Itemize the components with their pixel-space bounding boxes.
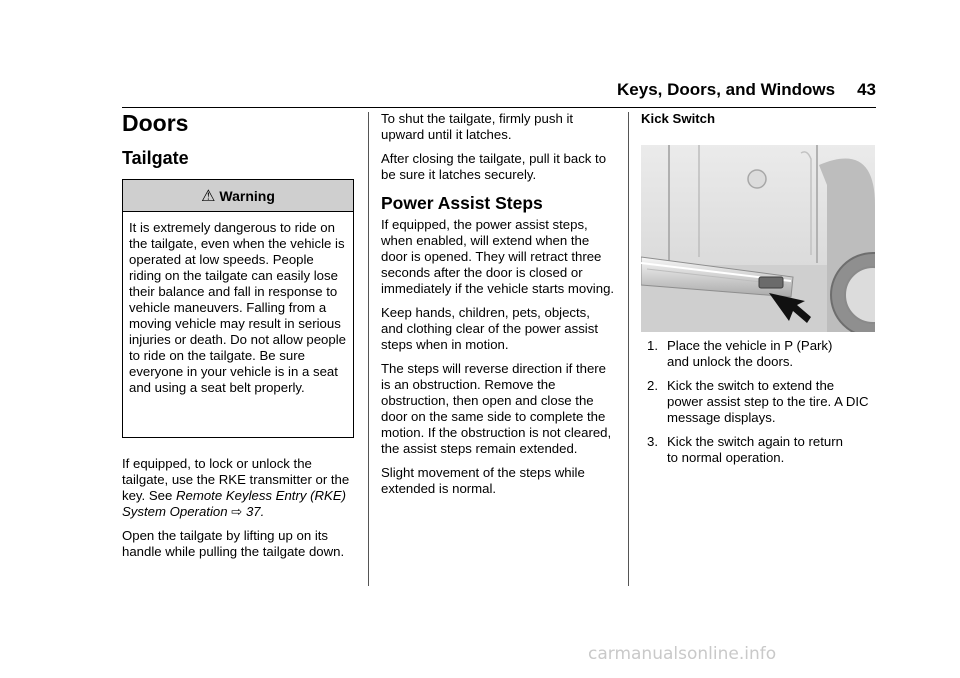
shut-paragraph: To shut the tailgate, firmly push it upward until it latches. bbox=[381, 111, 574, 142]
power-assist-paragraph-4: Slight movement of the steps while extended is normal. bbox=[381, 465, 585, 496]
column-1-text bbox=[122, 456, 356, 568]
step-text-line1: Kick the switch again to return bbox=[667, 434, 843, 449]
step-text-line1: Kick the switch to extend the bbox=[667, 378, 835, 393]
latch-paragraph: After closing the tailgate, pull it back to be sure it latches securely. bbox=[381, 151, 607, 182]
page-ref-icon: ⇨ bbox=[231, 504, 243, 519]
step-number: 1. bbox=[647, 338, 658, 353]
rke-page-ref[interactable]: 37 bbox=[245, 504, 261, 519]
warning-header bbox=[123, 180, 353, 212]
step-number: 3. bbox=[647, 434, 658, 449]
power-assist-paragraph-1: If equipped, the power assist steps, when enabled, will extend when the door is opened. They will retract three seconds after the door is closed or immediately if the vehicle starts moving. bbox=[381, 217, 615, 296]
open-paragraph: Open the tailgate by lifting up on its handle while pulling the tailgate down. bbox=[122, 528, 345, 559]
watermark: carmanualsonline.info bbox=[588, 644, 777, 664]
column-2-text bbox=[381, 111, 615, 505]
kick-switch-illustration bbox=[641, 145, 875, 332]
subsection-title: Tailgate bbox=[122, 148, 189, 168]
kick-switch-photo bbox=[641, 145, 875, 332]
header-rule bbox=[122, 107, 876, 108]
list-item bbox=[641, 434, 877, 466]
column-divider-2 bbox=[628, 112, 629, 586]
power-assist-paragraph-3: The steps will reverse direction if there is an obstruction. Remove the obstruction, then open and close the door on the same side to complete the motion. If the obstruction is not cleared, the assist steps remain extended. bbox=[381, 361, 612, 456]
step-text-line2: to normal operation. bbox=[667, 450, 785, 465]
warning-box bbox=[122, 179, 354, 438]
section-title: Doors bbox=[122, 110, 189, 136]
power-assist-paragraph-2: Keep hands, children, pets, objects, and clothing clear of the power assist steps when in motion. bbox=[381, 305, 598, 352]
column-divider-1 bbox=[368, 112, 369, 586]
kick-switch-steps bbox=[641, 338, 877, 474]
rke-reference-link[interactable]: Remote Keyless Entry (RKE) System Operation bbox=[122, 488, 347, 519]
lock-text: If equipped, to lock or unlock the tailgate, use the RKE transmitter or the key. See bbox=[122, 456, 350, 503]
warning-title: Warning bbox=[219, 187, 275, 204]
page-header bbox=[560, 80, 876, 106]
kick-switch-title: Kick Switch bbox=[641, 111, 716, 126]
page-number: 43 bbox=[857, 80, 876, 99]
list-item bbox=[641, 378, 877, 426]
lock-paragraph: If equipped, to lock or unlock the tailgate, use the RKE transmitter or the key. See Remote Keyless Entry (RKE) System Operation ⇨ 37. bbox=[122, 456, 350, 519]
list-item bbox=[641, 338, 877, 370]
power-assist-heading: Power Assist Steps bbox=[381, 193, 543, 213]
step-text-line1: Place the vehicle in P (Park) bbox=[667, 338, 833, 353]
step-text-line2: and unlock the doors. bbox=[667, 354, 794, 369]
warning-icon: ⚠ bbox=[201, 187, 216, 205]
step-text-line2: power assist step to the tire. A DIC message displays. bbox=[667, 394, 869, 425]
warning-body: It is extremely dangerous to ride on the tailgate, even when the vehicle is operated at low speeds. People riding on the tailgate can easily lose their balance and fall in response to vehicle maneuvers. Falling from a moving vehicle may result in serious injuries or death. Do not allow people to ride on the tailgate. Be sure everyone in your vehicle is in a seat and using a seat belt properly. bbox=[129, 220, 346, 395]
header-title: Keys, Doors, and Windows bbox=[617, 80, 836, 99]
step-number: 2. bbox=[647, 378, 658, 393]
